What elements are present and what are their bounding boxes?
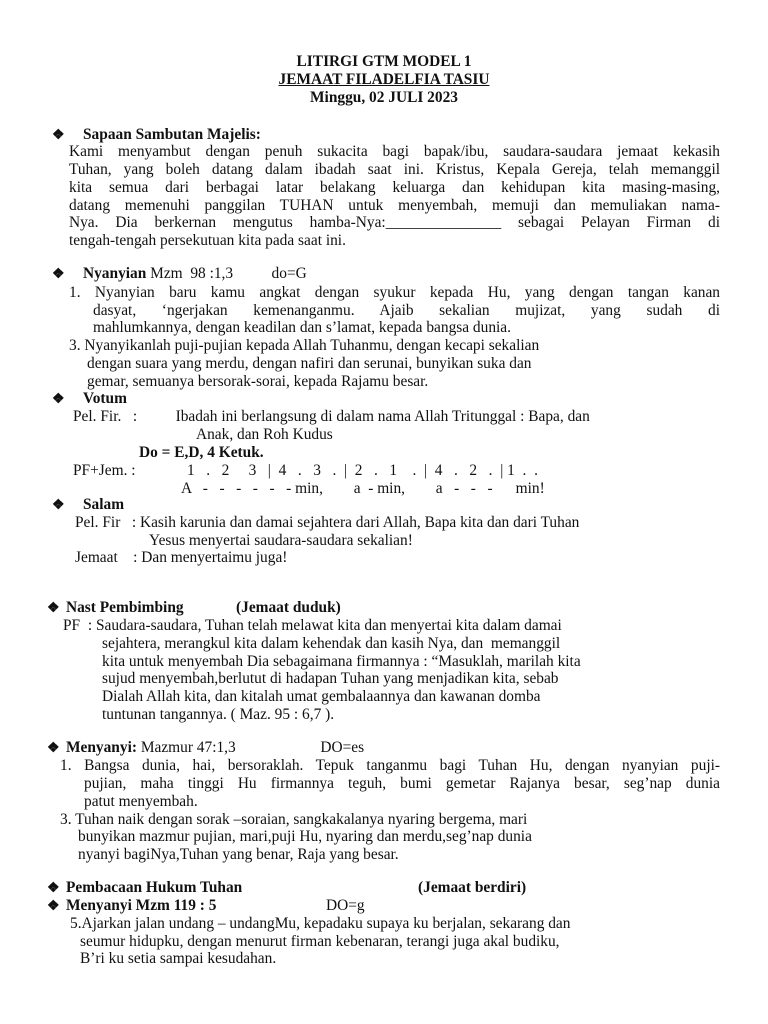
sapaan-line: Kami menyambut dengan penuh sukacita bagi bapak/ibu, saudara-saudara jemaat kekasih <box>69 143 720 160</box>
menyanyi-heading-row <box>66 739 364 757</box>
nyanyian-line: 1. Nyanyian baru kamu angkat dengan syukur kepada Hu, yang dengan tangan kanan <box>69 284 720 301</box>
hukum-note: (Jemaat berdiri) <box>418 879 527 896</box>
salam-heading: Salam <box>83 496 125 513</box>
menyanyi2-heading: Menyanyi Mzm 119 : 5 <box>66 897 217 914</box>
notes-label: PF+Jem. : <box>73 462 136 479</box>
sapaan-line: datang memenuhi panggilan TUHAN untuk menyembah, memuji dan memuliakan nama- <box>69 197 720 214</box>
votum-line: Anak, dan Roh Kudus <box>196 426 333 443</box>
nast-line: PF : Saudara-saudara, Tuhan telah melawat kita dan menyertai kita dalam damai <box>63 617 562 634</box>
sapaan-line: kita semua dari berbagai latar belakang keluarga dan kehidupan kita masing-masing, <box>69 179 720 196</box>
menyanyi-line: bunyikan mazmur pujian, mari,puji Hu, nyaring dan merdu,seg’nap dunia <box>78 828 532 845</box>
nyanyian-line: dasyat, ‘ngerjakan kemenanganmu. Ajaib sekalian mujizat, yang sudah di <box>93 302 720 319</box>
bullet-icon: ❖ <box>47 601 60 616</box>
menyanyi2-key: DO=g <box>326 897 365 914</box>
nyanyian-heading: Nyanyian <box>83 265 147 282</box>
menyanyi-line: 1. Bangsa dunia, hai, bersoraklah. Tepuk tanganmu bagi Tuhan Hu, dengan nyanyian puji- <box>60 757 720 774</box>
nyanyian-ref: Mzm 98 :1,3 do=G <box>146 265 307 282</box>
sapaan-heading: Sapaan Sambutan Majelis: <box>83 126 261 143</box>
nyanyian-heading-row <box>83 265 307 283</box>
menyanyi-line: nyanyi bagiNya,Tuhan yang benar, Raja yang besar. <box>78 846 399 863</box>
salam-line: Pel. Fir : Kasih karunia dan damai sejahtera dari Allah, Bapa kita dan dari Tuhan <box>75 514 580 531</box>
menyanyi-heading: Menyanyi: <box>66 739 137 756</box>
menyanyi-ref: Mazmur 47:1,3 DO=es <box>136 739 365 756</box>
menyanyi-line: patut menyembah. <box>84 793 198 810</box>
votum-key: Do = E,D, 4 Ketuk. <box>139 444 264 461</box>
service-date: Minggu, 02 JULI 2023 <box>310 89 458 106</box>
nast-heading: Nast Pembimbing <box>66 599 184 616</box>
hukum-heading: Pembacaan Hukum Tuhan <box>66 879 243 896</box>
bullet-icon: ❖ <box>52 498 65 513</box>
menyanyi-line: pujian, maha tinggi Hu firmannya teguh, bumi gemetar Rajanya besar, seg’nap dunia <box>84 775 720 792</box>
sapaan-line: tengah-tengah persekutuan kita pada saat ini. <box>69 232 346 249</box>
bullet-icon: ❖ <box>52 267 65 282</box>
nyanyian-line: dengan suara yang merdu, dengan nafiri dan serunai, bunyikan suka dan <box>87 355 532 372</box>
nyanyian-line: 3. Nyanyikanlah puji-pujian kepada Allah Tuhanmu, dengan kecapi sekalian <box>69 337 540 354</box>
votum-heading: Votum <box>83 390 127 407</box>
nast-line: kita untuk menyembah Dia sebagaimana firmannya : “Masuklah, marilah kita <box>102 653 581 670</box>
nast-note: (Jemaat duduk) <box>236 599 341 616</box>
music-notation: 1 . 2 3 | 4 . 3 . | 2 . 1 . | 4 . 2 . | 1 . . <box>187 462 538 479</box>
salam-line: Jemaat : Dan menyertaimu juga! <box>75 549 288 566</box>
bullet-icon: ❖ <box>47 881 60 896</box>
bullet-icon: ❖ <box>52 128 65 143</box>
menyanyi2-line: seumur hidupku, dengan menurut firman kebenaran, terangi juga akal budiku, <box>80 933 560 950</box>
menyanyi2-line: B’ri ku setia sampai kesudahan. <box>80 950 277 967</box>
congregation-title: JEMAAT FILADELFIA TASIU <box>278 71 490 88</box>
sapaan-line: Tuhan, yang boleh datang dalam ibadah saat ini. Kristus, Kepala Gereja, telah memanggil <box>69 161 720 178</box>
bullet-icon: ❖ <box>52 392 65 407</box>
bullet-icon: ❖ <box>47 899 60 914</box>
menyanyi-line: 3. Tuhan naik dengan sorak –soraian, sangkakalanya nyaring bergema, mari <box>60 811 528 828</box>
salam-line: Yesus menyertai saudara-saudara sekalian! <box>149 532 413 549</box>
nast-line: tuntunan tangannya. ( Maz. 95 : 6,7 ). <box>102 706 335 723</box>
menyanyi2-line: 5.Ajarkan jalan undang – undangMu, kepadaku supaya ku berjalan, sekarang dan <box>70 915 571 932</box>
bullet-icon: ❖ <box>47 741 60 756</box>
nyanyian-line: gemar, semuanya bersorak-sorai, kepada Rajamu besar. <box>87 373 429 390</box>
nyanyian-line: mahlumkannya, dengan keadilan dan s’lamat, kepada bangsa dunia. <box>93 319 511 336</box>
sapaan-line: Nya. Dia berkernan mengutus hamba-Nya:_______________ sebagai Pelayan Firman di <box>69 214 720 231</box>
nast-line: sejahtera, merangkul kita dalam kehendak dan kasih Nya, dan memanggil <box>102 635 561 652</box>
document-title: LITIRGI GTM MODEL 1 <box>296 53 472 70</box>
music-lyrics: A - - - - - - min, a - min, a - - - min! <box>181 480 545 497</box>
nast-line: Dialah Allah kita, dan kitalah umat gembalaannya dan kawanan domba <box>102 688 541 705</box>
nast-line: sujud menyembah,berlutut di hadapan Tuhan yang menjadikan kita, sebab <box>102 670 559 687</box>
votum-line: Pel. Fir. : Ibadah ini berlangsung di dalam nama Allah Tritunggal : Bapa, dan <box>73 408 590 425</box>
